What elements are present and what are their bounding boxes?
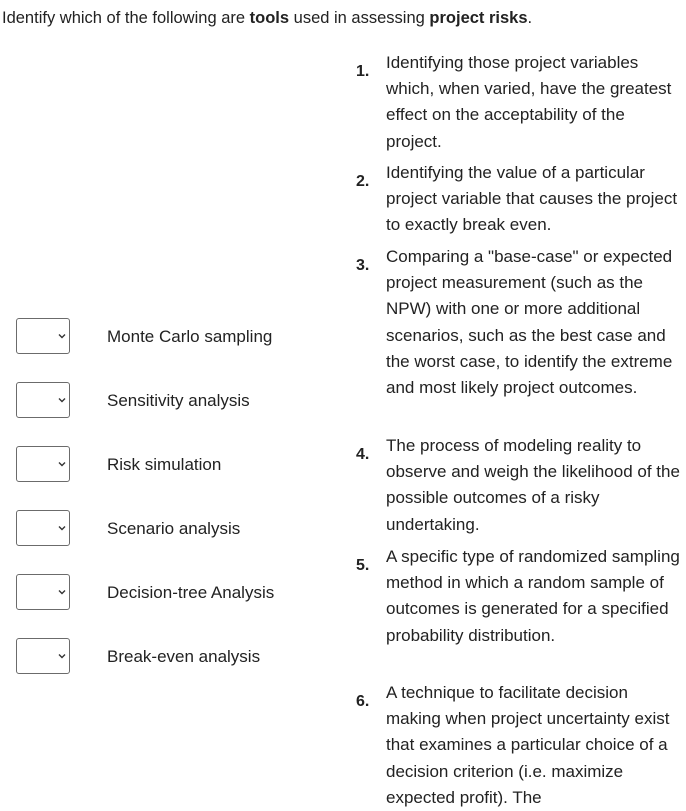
definition-text: A specific type of randomized sampling method in which a random sample of outcomes is generated for a specified probability distribution. (386, 547, 680, 645)
definition-text: The process of modeling reality to observe and weigh the likelihood of the possible outcomes of a risky undertaking. (386, 436, 680, 534)
match-select-2[interactable] (16, 382, 70, 418)
match-row-decision-tree (16, 574, 316, 612)
definition-number: 4. (356, 446, 370, 463)
definition-text: A technique to facilitate decision making when project uncertainty exist that examines a particular choice of a decision criterion (i.e. maximize expected profit). The (386, 683, 670, 807)
definition-number: 6. (356, 693, 370, 710)
match-row-sensitivity (16, 382, 316, 420)
chevron-down-icon (58, 589, 66, 596)
definition-number: 5. (356, 557, 370, 574)
term-label: Sensitivity analysis (107, 391, 250, 410)
match-row-risk-simulation (16, 446, 316, 484)
term-label: Risk simulation (107, 455, 222, 474)
match-row-break-even (16, 638, 316, 676)
match-select-4[interactable] (16, 510, 70, 546)
term-label: Break-even analysis (107, 647, 261, 666)
question-prompt: Identify which of the following are tools used in assessing project risks. (2, 9, 533, 27)
match-select-6[interactable] (16, 638, 70, 674)
match-select-5[interactable] (16, 574, 70, 610)
definition-text: Identifying the value of a particular project variable that causes the project to exactly break even. (386, 163, 678, 235)
term-label: Scenario analysis (107, 519, 241, 538)
definition-number: 3. (356, 257, 370, 274)
chevron-down-icon (58, 333, 66, 340)
match-row-scenario (16, 510, 316, 548)
match-select-1[interactable] (16, 318, 70, 354)
match-row-monte-carlo (16, 318, 316, 356)
chevron-down-icon (58, 653, 66, 660)
definition-text: Comparing a "base-case" or expected project measurement (such as the NPW) with one or more additional scenarios, such as the best case and the worst case, to identify the extreme and most likely project outcomes. (386, 247, 673, 398)
term-label: Monte Carlo sampling (107, 327, 273, 346)
chevron-down-icon (58, 397, 66, 404)
chevron-down-icon (58, 525, 66, 532)
definition-text: Identifying those project variables which, when varied, have the greatest effect on the acceptability of the project. (386, 53, 672, 151)
chevron-down-icon (58, 461, 66, 468)
definition-number: 2. (356, 173, 370, 190)
definition-number: 1. (356, 63, 370, 80)
term-label: Decision-tree Analysis (107, 583, 275, 602)
match-select-3[interactable] (16, 446, 70, 482)
